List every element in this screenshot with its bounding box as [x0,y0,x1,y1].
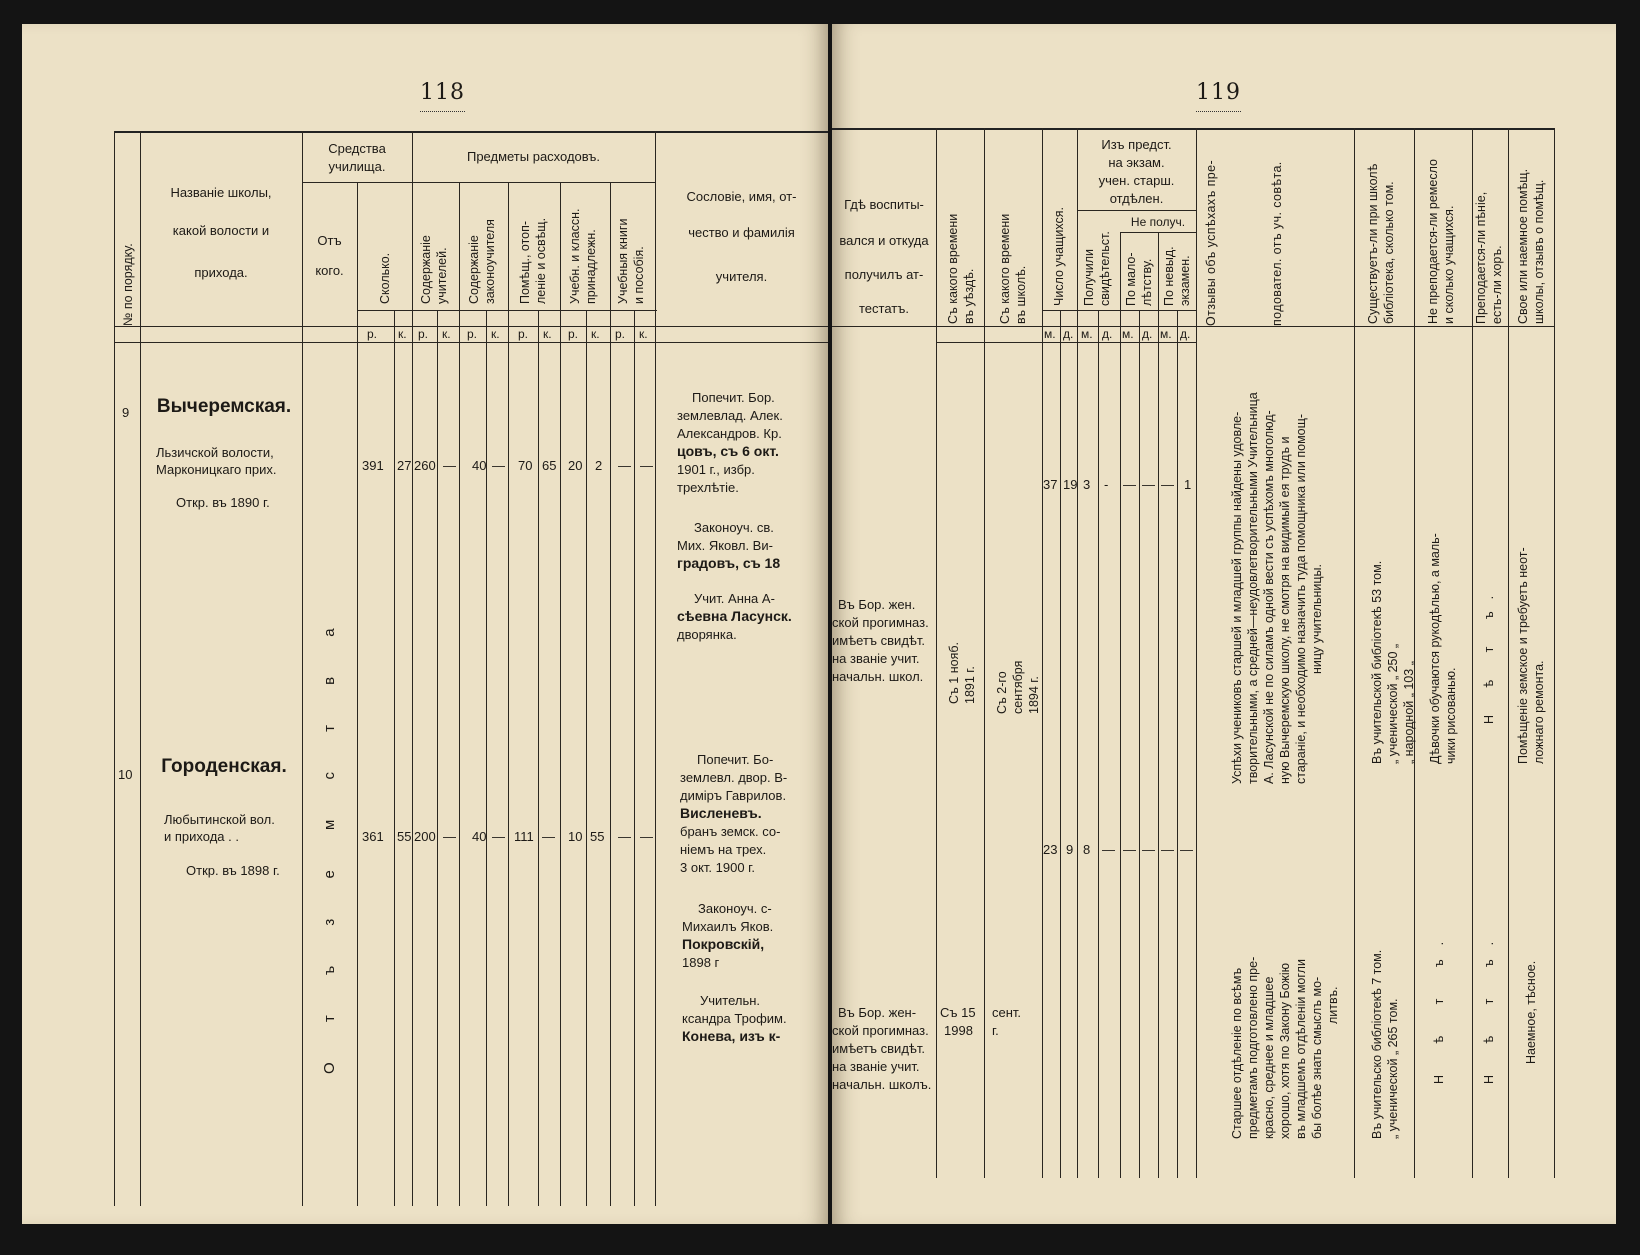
review-line: литвъ. [1326,986,1340,1024]
table-top-rule [114,131,828,133]
trustee-line: 1901 г., избр. [677,462,755,477]
exam-d: 1 [1184,477,1192,492]
school-parish-2: и прихода . . [164,829,239,844]
law-teacher-line: Покровскій, [682,936,765,952]
review-line: бы болѣе знать смыслъ мо- [1310,976,1324,1139]
unit-r: р. [418,327,429,341]
funds-k: 55 [397,829,412,844]
header-premises-2: школы, отзывъ о помѣщ. [1532,179,1546,324]
header-number: № по порядку. [121,243,135,326]
unit-r: р. [467,327,478,341]
review-line: творительными, а средней—неудовлетворительными Учительница [1246,392,1260,784]
law-teacher-line: градовъ, съ 18 [677,555,781,571]
unit-r: р. [568,327,579,341]
header-educated-4: тестатъ. [859,301,909,316]
premises-k: — [542,829,555,844]
law-k: — [492,829,505,844]
funds-r: 361 [362,829,384,844]
school-name: Вычеремская. [156,396,292,417]
since-county-year: 1998 [944,1023,973,1038]
law-teacher-line: Законоуч. св. [694,520,774,535]
unit-r: р. [518,327,529,341]
header-singing-2: есть-ли хоръ. [1490,245,1504,324]
crafts-line: чики рисованью. [1444,667,1458,764]
premises-r: 111 [514,829,534,844]
header-exam-group-2: на экзам. [1108,155,1165,170]
unit-m: м. [1081,327,1093,341]
trustee-line: цовъ, съ 6 окт. [677,443,779,459]
funds-k: 27 [397,458,412,473]
supplies-r: 20 [568,458,583,473]
header-not-received: Не получ. [1130,215,1186,229]
header-teachers-pay-2: учителей. [435,247,449,304]
pupils-d: 9 [1066,842,1074,857]
header-premises-2: леніе и освѣщ. [534,217,548,304]
header-how-much: Сколько. [378,252,392,304]
teacher-line: сѣевна Ласунск. [677,608,792,624]
header-singing-1: Преподается-ли пѣніе, [1474,191,1488,324]
educated-line: ской прогимназ. [832,615,929,630]
library-line: Въ учительско библіотекѣ 7 том. [1370,949,1384,1139]
crafts-value: Н ѣ т ъ. [1432,927,1446,1084]
law-teacher-line: Мих. Яковл. Ви- [677,538,773,553]
age-m: — [1123,477,1136,492]
header-library-1: Существуетъ-ли при школѣ [1366,163,1380,324]
premises-value: Наемное, тѣсное. [1524,960,1538,1064]
header-since-county-1: Съ какого времени [946,213,960,324]
review-line: стараніе, и необходимо назначить туда помощника или помощ- [1294,413,1308,784]
teacher-line: ксандра Трофим. [682,1011,787,1026]
trustee-line: Висленевъ. [680,805,762,821]
received-m: 3 [1083,477,1091,492]
header-since-school-2: въ школѣ. [1014,265,1028,324]
units-top-rule [1042,310,1196,311]
teacher-line: дворянка. [677,627,737,642]
supplies-k: 2 [595,458,603,473]
school-parish-1: Любытинской вол. [164,812,275,827]
header-library-2: библіотека, сколько том. [1382,181,1396,324]
header-law-pay-1: Содержаніе [467,235,481,304]
since-county-value: Съ 15 [940,1005,976,1020]
pupils-m: 37 [1043,477,1058,492]
premises-line: ложнаго ремонта. [1532,660,1546,764]
header-not-passed-2: экзамен. [1178,255,1192,306]
unit-k: к. [591,327,600,341]
law-teacher-line: Михаилъ Яков. [682,919,774,934]
school-opened: Откр. въ 1898 г. [186,863,280,878]
left-page-number: 118 [420,80,465,112]
educated-line: ской прогимназ. [832,1023,929,1038]
unit-m: м. [1044,327,1056,341]
educated-line: начальн. школ. [832,669,924,684]
review-line: красно, среднее и младшее [1262,976,1276,1139]
received-d: - [1104,477,1109,492]
pupils-m: 23 [1043,842,1058,857]
supplies-r: 10 [568,829,583,844]
unit-m: м. [1122,327,1134,341]
header-premises-1: Помѣщ., отоп- [518,220,532,304]
expenses-rule [412,182,655,183]
unit-k: к. [491,327,500,341]
unit-k: к. [543,327,552,341]
exam-m: — [1161,842,1174,857]
unit-k: к. [398,327,407,341]
age-d: — [1142,842,1155,857]
age-m: — [1123,842,1136,857]
header-books-2: и пособія. [632,246,646,304]
since-county-line: Съ 1 нояб. [947,642,961,704]
trustee-line: землевл. двор. В- [680,770,788,785]
header-premises-1: Свое или наемное помѣщ. [1516,168,1530,324]
review-line: Старшее отдѣленіе по всѣмъ [1230,967,1244,1139]
school-parish-1: Льзичской волости, [156,445,274,460]
header-school-name-2: какой волости и [172,223,270,238]
unit-d: д. [1102,327,1113,341]
from-zemstvo-annotation: О т ъ з е м с т в а [321,610,338,1074]
header-exam-group-1: Изъ предст. [1101,137,1172,152]
header-exam-group-4: отдѣлен. [1109,191,1164,206]
header-by-age-2: лѣтству. [1140,258,1154,306]
educated-line: на званіе учит. [832,651,920,666]
law-k: — [492,458,505,473]
table-top-rule [832,128,1554,130]
crafts-line: Дѣвочки обучаются рукодѣлью, а маль- [1428,533,1442,764]
header-from-whom-1: Отъ [317,233,342,248]
review-line: предметамъ подготовлено пре- [1246,956,1260,1139]
teacher-line: Конева, изъ к- [682,1028,781,1044]
since-school-value: сент. [992,1005,1022,1020]
books-k: — [640,829,653,844]
premises-k: 65 [542,458,557,473]
premises-line: Помѣщеніе земское и требуетъ неот- [1516,547,1530,764]
header-crafts-2: и сколько учащихся. [1442,205,1456,324]
header-educated-3: получилъ ат- [844,267,924,282]
review-line: въ младшемъ отдѣленіи могли [1294,959,1308,1139]
law-r: 40 [472,458,487,473]
teacher-line: Учительн. [700,993,761,1008]
premises-r: 70 [518,458,533,473]
header-teacher-info-1: Сословіе, имя, от- [686,189,797,204]
header-school-name-1: Названіе школы, [170,185,272,200]
right-page-number: 119 [1196,80,1241,112]
library-line: Въ учительской библіотекѣ 53 том. [1370,560,1384,764]
trustee-line: Попечит. Бо- [697,752,774,767]
unit-d: д. [1063,327,1074,341]
header-books-1: Учебныя книги [616,218,630,304]
header-received-2: свидѣтельст. [1098,231,1112,306]
trustee-line: 3 окт. 1900 г. [680,860,755,875]
header-reviews-1: Отзывы объ успѣхахъ пре- [1204,159,1218,326]
teachers-r: 200 [414,829,436,844]
unit-d: д. [1180,327,1191,341]
exam-d: — [1180,842,1193,857]
units-top-rule [357,310,657,311]
review-line: Успѣхи учениковъ старшей и младшей группы найдены удовле- [1230,411,1244,784]
library-line: „ ученической „ 250 „ [1386,643,1400,764]
header-teacher-info-3: учителя. [715,269,768,284]
unit-k: к. [442,327,451,341]
review-line: хорошо, хотя по Закону Божію [1278,962,1292,1139]
header-since-county-2: въ уѣздѣ. [962,268,976,324]
header-educated-1: Гдѣ воспиты- [844,197,924,212]
header-crafts-1: Не преподается-ли ремесло [1426,159,1440,324]
trustee-line: диміръ Гаврилов. [680,788,787,803]
educated-line: Въ Бор. жен- [838,1005,917,1020]
header-educated-2: вался и откуда [839,233,929,248]
law-r: 40 [472,829,487,844]
since-school-line: сентября [1011,660,1025,714]
school-name: Городенская. [161,756,287,777]
header-bottom-rule [832,326,1554,327]
supplies-k: 55 [590,829,605,844]
header-funds-1: Средства [328,141,386,156]
header-school-name-3: прихода. [194,265,248,280]
header-supplies-1: Учебн. и классн. [568,208,582,304]
educated-line: имѣетъ свидѣт. [832,1041,925,1056]
review-line: ницу учительницы. [1310,564,1324,674]
right-page [832,24,1616,1224]
educated-line: имѣетъ свидѣт. [832,633,925,648]
header-by-age-1: По мало- [1124,252,1138,306]
educated-line: начальн. школъ. [832,1077,932,1092]
law-teacher-line: 1898 г [682,955,720,970]
header-funds-2: училища. [328,159,386,174]
funds-r: 391 [362,458,384,473]
teacher-line: Учит. Анна А- [694,591,775,606]
library-line: „ народной „ 103 „ [1402,661,1416,764]
library-line: „ ученической „ 265 том. [1386,998,1400,1139]
review-line: ную Вычеремскую школу, не смотря на видимый ея трудъ и [1278,436,1292,784]
educated-line: на званіе учит. [832,1059,920,1074]
law-teacher-line: Законоуч. с- [698,901,772,916]
header-from-whom-2: кого. [315,263,344,278]
row-number: 10 [118,767,133,782]
review-line: А. Ласунской не по силамъ одной вести съ успѣхомъ многолюд- [1262,410,1276,784]
since-school-year: г. [992,1023,999,1038]
header-pupils-count: Число учащихся. [1052,206,1066,306]
unit-k: к. [639,327,648,341]
unit-r: р. [615,327,626,341]
age-d: — [1142,477,1155,492]
trustee-line: бранъ земск. со- [680,824,781,839]
unit-m: м. [1160,327,1172,341]
exam-group-rule [1077,210,1196,211]
teachers-k: — [443,458,456,473]
unit-r: р. [367,327,378,341]
header-teacher-info-2: чество и фамилія [688,225,795,240]
since-school-line: 1894 г. [1027,676,1041,714]
trustee-line: ніемъ на трех. [680,842,767,857]
school-opened: Откр. въ 1890 г. [176,495,270,510]
trustee-line: Александров. Кр. [677,426,782,441]
exam-m: — [1161,477,1174,492]
header-reviews-2: подовател. отъ уч. совѣта. [1270,161,1284,326]
received-m: 8 [1083,842,1091,857]
books-r: — [618,458,631,473]
trustee-line: Попечит. Бор. [692,390,775,405]
left-page [22,24,828,1224]
header-exam-group-3: учен. старш. [1098,173,1175,188]
teachers-k: — [443,829,456,844]
header-not-passed-1: По невыд. [1162,246,1176,306]
row-number: 9 [122,405,130,420]
received-d: — [1102,842,1115,857]
since-county-line: 1891 г. [963,666,977,704]
header-expenses: Предметы расходовъ. [466,149,601,164]
singing-value: Н ѣ т ъ. [1482,927,1496,1084]
singing-value: Н ѣ т ъ. [1482,583,1496,724]
since-school-line: Съ 2-го [995,671,1009,714]
header-received-1: Получили [1082,249,1096,306]
trustee-line: трехлѣтіе. [677,480,739,495]
pupils-d: 19 [1063,477,1078,492]
header-supplies-2: принадлежн. [584,229,598,304]
header-since-school-1: Съ какого времени [998,213,1012,324]
unit-d: д. [1142,327,1153,341]
teachers-r: 260 [414,458,436,473]
header-teachers-pay-1: Содержаніе [419,235,433,304]
header-law-pay-2: законоучителя [483,219,497,304]
educated-line: Въ Бор. жен. [838,597,916,612]
trustee-line: землевлад. Алек. [677,408,783,423]
books-k: — [640,458,653,473]
school-parish-2: Марконицкаго прих. [156,462,277,477]
books-r: — [618,829,631,844]
